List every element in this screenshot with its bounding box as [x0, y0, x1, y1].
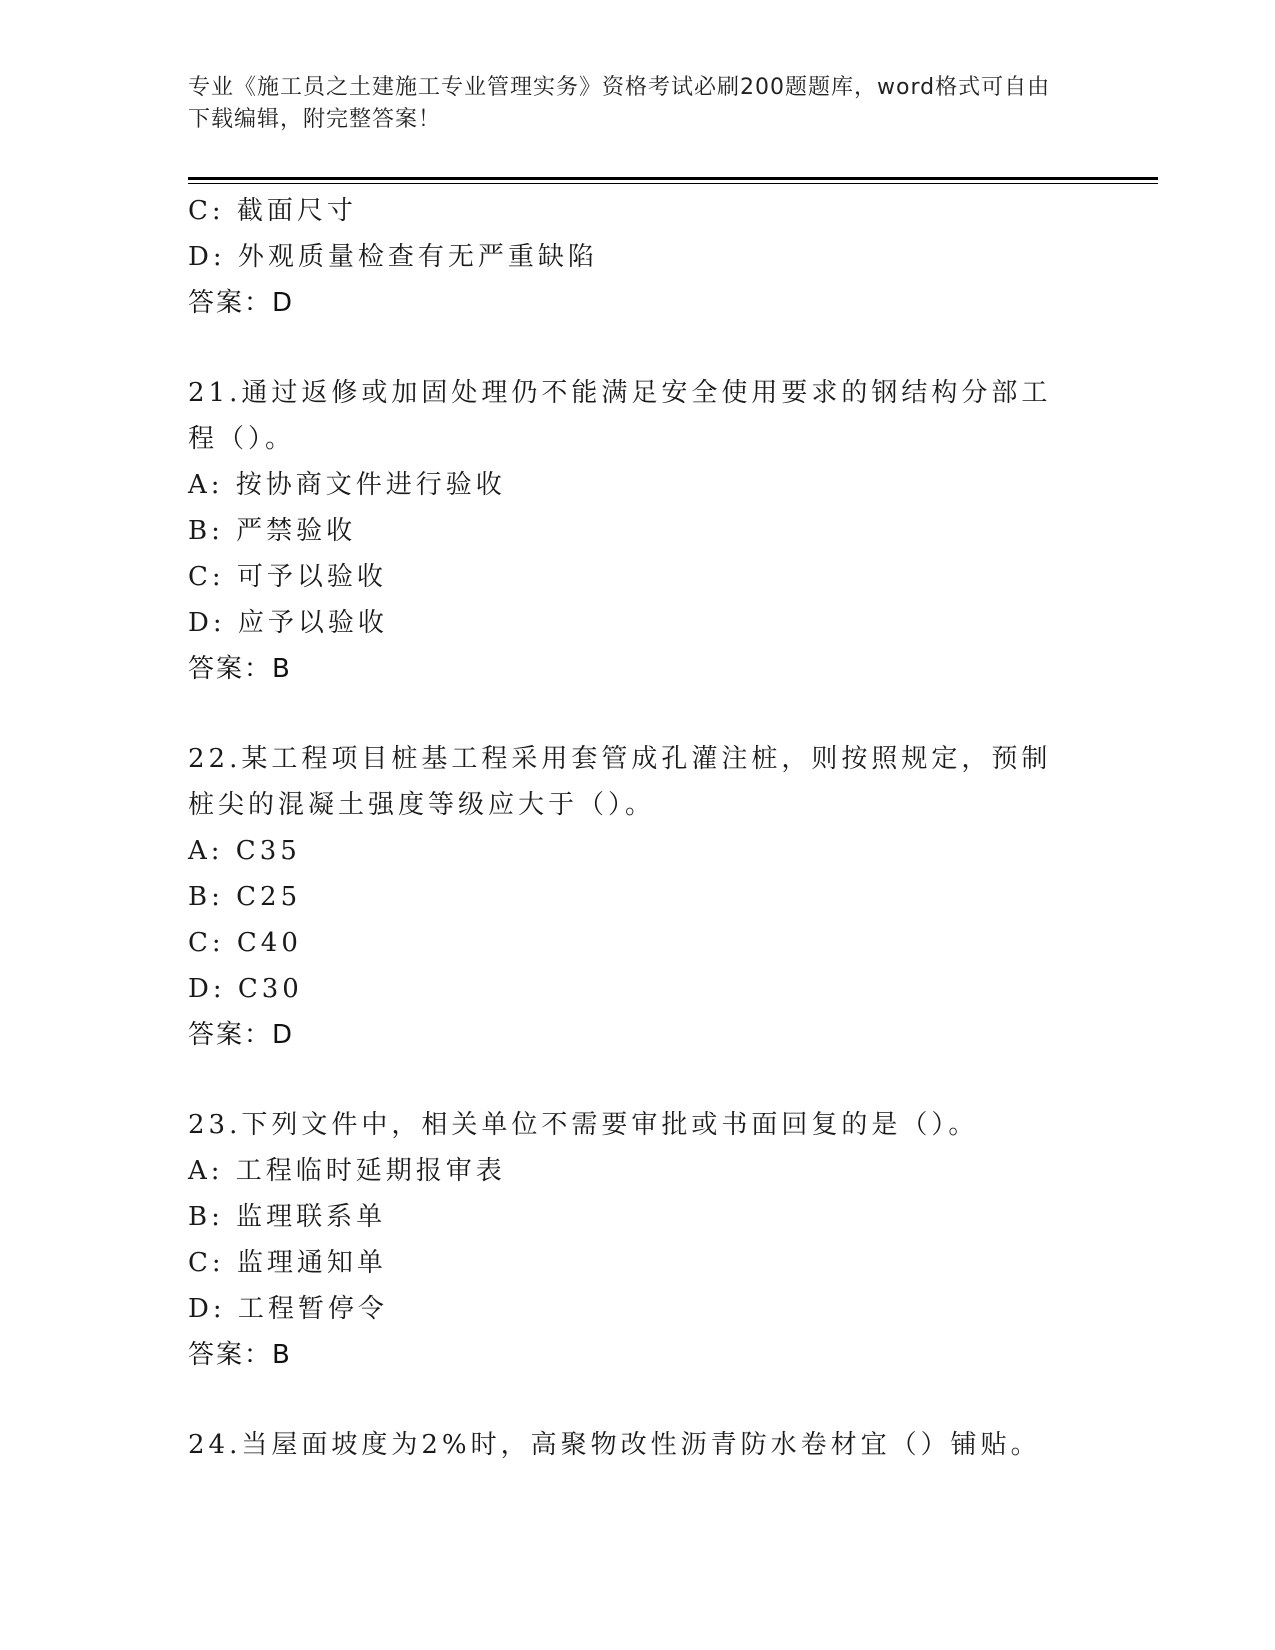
option-b: B: 监理联系单 — [188, 1202, 387, 1232]
question-list — [188, 188, 1088, 1468]
option-d: D: 外观质量检查有无严重缺陷 — [188, 242, 598, 272]
answer-line: 答案：B — [188, 1340, 292, 1370]
option-c: C: 可予以验收 — [188, 562, 387, 592]
answer-line: 答案：D — [188, 288, 295, 318]
option-d: D: C30 — [188, 974, 303, 1004]
option-c: C: 截面尺寸 — [188, 196, 357, 226]
header-divider-thin — [188, 183, 1158, 184]
question-stem: 23.下列文件中，相关单位不需要审批或书面回复的是（）。 — [188, 1110, 979, 1140]
option-a: A: C35 — [188, 836, 301, 866]
question-block-20-tail — [188, 188, 1088, 326]
option-d: D: 应予以验收 — [188, 608, 388, 638]
question-stem: 21.通过返修或加固处理仍不能满足安全使用要求的钢结构分部工程（）。 — [188, 378, 1052, 454]
option-b: B: 严禁验收 — [188, 516, 357, 546]
option-d: D: 工程暂停令 — [188, 1294, 388, 1324]
header-title: 专业《施工员之土建施工专业管理实务》资格考试必刷200题题库，word格式可自由下载编辑，附完整答案！ — [188, 75, 1051, 132]
question-24 — [188, 1422, 1088, 1468]
question-23 — [188, 1102, 1088, 1378]
question-21 — [188, 370, 1088, 692]
answer-line: 答案：B — [188, 654, 292, 684]
answer-line: 答案：D — [188, 1020, 295, 1050]
question-22 — [188, 736, 1088, 1058]
question-stem: 22.某工程项目桩基工程采用套管成孔灌注桩，则按照规定，预制桩尖的混凝土强度等级应大于（）。 — [188, 744, 1052, 820]
option-b: B: C25 — [188, 882, 302, 912]
header-divider-thick — [188, 177, 1158, 180]
question-stem: 24.当屋面坡度为2%时，高聚物改性沥青防水卷材宜（）铺贴。 — [188, 1430, 1041, 1460]
option-c: C: 监理通知单 — [188, 1248, 387, 1278]
document-header — [188, 72, 1068, 136]
option-a: A: 工程临时延期报审表 — [188, 1156, 506, 1186]
option-c: C: C40 — [188, 928, 302, 958]
option-a: A: 按协商文件进行验收 — [188, 470, 506, 500]
